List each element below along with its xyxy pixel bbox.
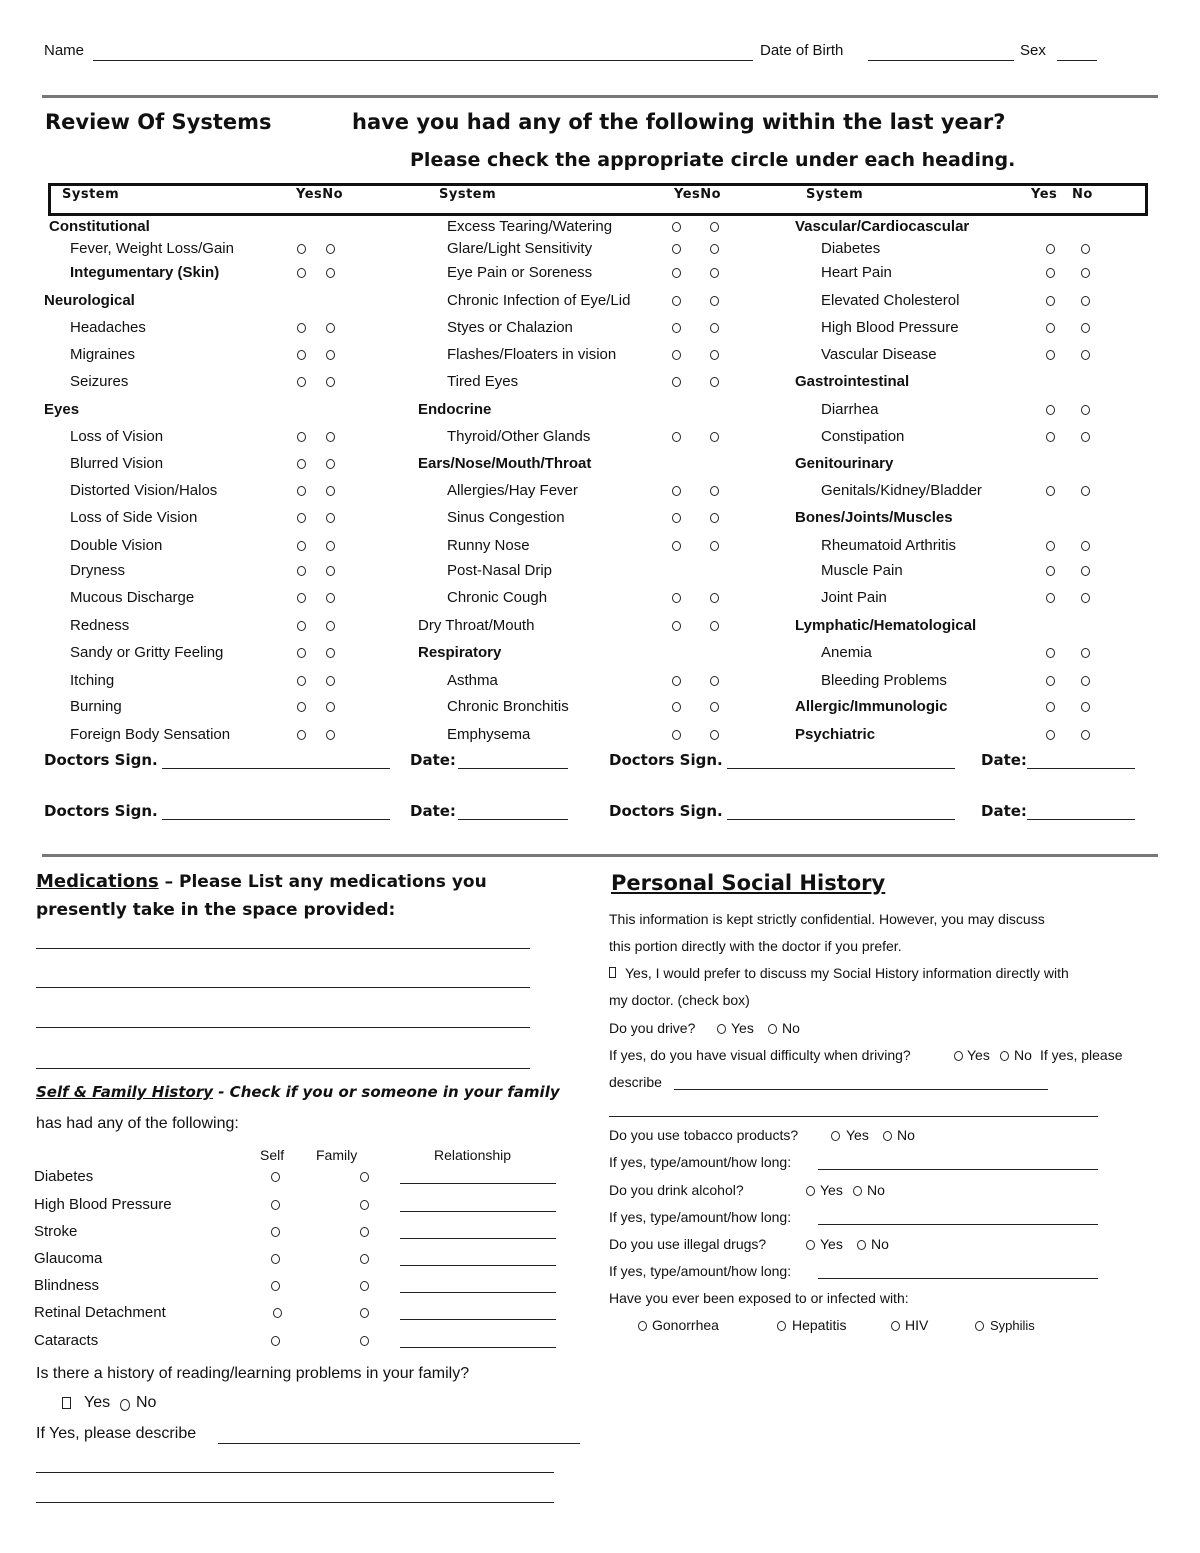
ros-title: Review Of Systems [45,110,272,134]
visual-no-label: No [1014,1047,1032,1063]
visual-yes-radio[interactable] [954,1051,963,1061]
ros-yes-radio[interactable] [1046,676,1055,686]
ros-item-label: Psychiatric [795,726,876,743]
family-history-instruction-2: has had any of the following: [36,1115,239,1132]
reading-describe-line-1[interactable] [218,1443,580,1444]
ros-yes-radio[interactable] [297,350,306,360]
syphilis-label: Syphilis [990,1318,1035,1333]
date-input-2[interactable] [1027,768,1135,769]
ros-yes-radio[interactable] [672,730,681,740]
ros-item-label: Thyroid/Other Glands [447,428,591,445]
col-family-header: Family [316,1147,358,1163]
ros-no-radio[interactable] [326,350,335,360]
medications-heading [36,871,487,892]
self-radio[interactable] [273,1308,282,1318]
tobacco-type-label: If yes, type/amount/how long: [609,1154,792,1170]
ros-item-label: Neurological [44,292,135,309]
relationship-input[interactable] [400,1211,556,1212]
col3-no-header: No [1072,187,1093,202]
date-label-4: Date: [981,802,1027,820]
ros-item-label: Mucous Discharge [70,589,195,606]
ros-yes-radio[interactable] [297,648,306,658]
doctor-sign-input-1[interactable] [162,768,390,769]
condition-label: High Blood Pressure [34,1196,172,1213]
ros-item-label: Bleeding Problems [821,672,947,689]
ros-yes-radio[interactable] [297,486,306,496]
family-radio[interactable] [360,1200,369,1210]
doctor-sign-label-2: Doctors Sign. [609,751,723,769]
ros-item-label: Heart Pain [821,264,892,281]
condition-label: Blindness [34,1277,100,1294]
ros-no-radio[interactable] [326,323,335,333]
ros-yes-radio[interactable] [1046,323,1055,333]
ros-item-label: Constitutional [49,218,150,235]
exposed-question: Have you ever been exposed to or infected with: [609,1290,909,1306]
relationship-input[interactable] [400,1265,556,1266]
ros-item-label: Bones/Joints/Muscles [795,509,953,526]
tobacco-yes-radio[interactable] [831,1131,840,1141]
ros-yes-radio[interactable] [297,593,306,603]
self-radio[interactable] [271,1172,280,1182]
ros-no-radio[interactable] [1081,593,1090,603]
doctor-sign-label-3: Doctors Sign. [44,802,158,820]
name-label: Name [44,42,85,59]
ros-no-radio[interactable] [710,593,719,603]
ros-header-box [48,183,1148,216]
ros-item-label: Blurred Vision [70,455,164,472]
ros-yes-radio[interactable] [297,621,306,631]
self-radio[interactable] [271,1336,280,1346]
tobacco-no-radio[interactable] [883,1131,892,1141]
visual-question: If yes, do you have visual difficulty when driving? [609,1047,911,1063]
ros-no-radio[interactable] [1081,323,1090,333]
ros-item-label: Eyes [44,401,80,418]
medication-line-1[interactable] [36,948,530,949]
ros-yes-radio[interactable] [672,486,681,496]
ros-item-label: Elevated Cholesterol [821,292,960,309]
ros-no-radio[interactable] [326,730,335,740]
ros-item-label: Chronic Bronchitis [447,698,569,715]
ros-yes-radio[interactable] [297,244,306,254]
ros-no-radio[interactable] [326,513,335,523]
visual-describe-line-2[interactable] [609,1116,1098,1117]
ros-yes-radio[interactable] [1046,244,1055,254]
tobacco-type-input[interactable] [818,1169,1098,1170]
ros-item-label: Rheumatoid Arthritis [821,537,957,554]
visual-describe-line-1[interactable] [674,1089,1048,1090]
ros-yes-radio[interactable] [672,541,681,551]
dob-label: Date of Birth [760,42,844,59]
ros-no-radio[interactable] [710,541,719,551]
date-label-2: Date: [981,751,1027,769]
family-radio[interactable] [360,1336,369,1346]
ros-item-label: Chronic Infection of Eye/Lid [447,292,631,309]
ros-no-radio[interactable] [326,621,335,631]
col3-system-header: System [806,187,864,202]
condition-label: Cataracts [34,1332,99,1349]
ros-yes-radio[interactable] [297,702,306,712]
drive-question: Do you drive? [609,1020,696,1036]
ros-no-radio[interactable] [326,268,335,278]
date-label-3: Date: [410,802,456,820]
medication-line-4[interactable] [36,1068,530,1069]
ros-yes-radio[interactable] [1046,350,1055,360]
ros-yes-radio[interactable] [1046,486,1055,496]
ros-yes-radio[interactable] [1046,566,1055,576]
col1-system-header: System [62,187,120,202]
dob-input[interactable] [868,60,1014,61]
reading-describe-label: If Yes, please describe [36,1425,197,1442]
ros-no-radio[interactable] [326,486,335,496]
reading-no-radio[interactable] [120,1399,130,1411]
prefer-doctor-checkbox[interactable] [609,967,616,978]
hiv-label: HIV [905,1317,929,1333]
ros-item-label: Loss of Side Vision [70,509,198,526]
ros-no-radio[interactable] [1081,566,1090,576]
ros-item-label: Styes or Chalazion [447,319,573,336]
drugs-no-radio[interactable] [857,1240,866,1250]
ros-no-radio[interactable] [710,222,719,232]
ros-item-label: Joint Pain [821,589,887,606]
ros-yes-radio[interactable] [1046,432,1055,442]
ros-no-radio[interactable] [1081,730,1090,740]
ros-yes-radio[interactable] [672,350,681,360]
ros-no-radio[interactable] [710,350,719,360]
ros-item-label: Chronic Cough [447,589,548,606]
ros-yes-radio[interactable] [672,621,681,631]
ros-yes-radio[interactable] [672,244,681,254]
ros-item-label: Allergic/Immunologic [795,698,948,715]
ros-yes-radio[interactable] [672,377,681,387]
ros-yes-radio[interactable] [672,702,681,712]
ros-no-radio[interactable] [710,486,719,496]
ros-no-radio[interactable] [326,593,335,603]
ros-yes-radio[interactable] [1046,730,1055,740]
ros-no-radio[interactable] [710,323,719,333]
middle-divider [42,854,1158,857]
relationship-input[interactable] [400,1347,556,1348]
ros-yes-radio[interactable] [1046,268,1055,278]
ros-item-label: Post-Nasal Drip [447,562,553,579]
prefer-doctor-label-1: Yes, I would prefer to discuss my Social History information directly with [625,965,1069,981]
sex-input[interactable] [1057,60,1097,61]
family-history-instruction-1: - Check if you or someone in your family [213,1083,560,1101]
condition-label: Retinal Detachment [34,1304,166,1321]
family-history-title: Self & Family History [36,1083,214,1101]
medications-title: Medications [36,871,159,892]
ros-item-label: Double Vision [70,537,163,554]
drive-yes-radio[interactable] [717,1024,726,1034]
ros-no-radio[interactable] [326,541,335,551]
ros-yes-radio[interactable] [1046,541,1055,551]
ros-item-label: Muscle Pain [821,562,903,579]
reading-question: Is there a history of reading/learning problems in your family? [36,1365,470,1382]
drugs-question: Do you use illegal drugs? [609,1236,767,1252]
ros-item-label: Genitals/Kidney/Bladder [821,482,982,499]
ros-item-label: Genitourinary [795,455,894,472]
medications-instruction-1: – Please List any medications you [158,872,487,892]
alcohol-type-input[interactable] [818,1224,1098,1225]
ros-yes-radio[interactable] [297,323,306,333]
tobacco-question: Do you use tobacco products? [609,1127,799,1143]
self-radio[interactable] [271,1200,280,1210]
ros-no-radio[interactable] [1081,296,1090,306]
ros-no-radio[interactable] [710,621,719,631]
reading-describe-line-3[interactable] [36,1502,554,1503]
family-radio[interactable] [360,1308,369,1318]
self-radio[interactable] [271,1281,280,1291]
family-radio[interactable] [360,1281,369,1291]
ros-item-label: Migraines [70,346,136,363]
ros-no-radio[interactable] [326,244,335,254]
ros-no-radio[interactable] [710,676,719,686]
doctor-sign-input-3[interactable] [162,819,390,820]
ros-yes-radio[interactable] [297,432,306,442]
ros-no-radio[interactable] [326,702,335,712]
ros-item-label: Flashes/Floaters in vision [447,346,617,363]
ros-item-label: Runny Nose [447,537,530,554]
ros-no-radio[interactable] [326,648,335,658]
alcohol-question: Do you drink alcohol? [609,1182,744,1198]
ros-item-label: Loss of Vision [70,428,164,445]
ros-no-radio[interactable] [710,702,719,712]
ros-no-radio[interactable] [1081,676,1090,686]
ros-no-radio[interactable] [710,432,719,442]
drive-no-label: No [782,1020,800,1036]
family-radio[interactable] [360,1254,369,1264]
ros-item-label: Redness [70,617,130,634]
ros-item-label: Diarrhea [821,401,879,418]
ros-yes-radio[interactable] [672,268,681,278]
social-history-title: Personal Social History [611,871,886,895]
ros-yes-radio[interactable] [297,676,306,686]
ros-no-radio[interactable] [710,244,719,254]
ros-item-label: Emphysema [447,726,531,743]
ros-item-label: Glare/Light Sensitivity [447,240,593,257]
ros-yes-radio[interactable] [672,676,681,686]
tobacco-yes-label: Yes [846,1127,869,1143]
ros-no-radio[interactable] [1081,405,1090,415]
doctor-sign-label-1: Doctors Sign. [44,751,158,769]
date-input-3[interactable] [458,819,568,820]
ros-yes-radio[interactable] [297,268,306,278]
visual-yes-label: Yes [967,1047,990,1063]
reading-describe-line-2[interactable] [36,1472,554,1473]
drugs-yes-radio[interactable] [806,1240,815,1250]
ros-no-radio[interactable] [326,566,335,576]
ros-yes-radio[interactable] [672,593,681,603]
syphilis-radio[interactable] [975,1321,984,1331]
alcohol-no-radio[interactable] [853,1186,862,1196]
col2-yesno-header: YesNo [674,187,722,202]
drugs-yes-label: Yes [820,1236,843,1252]
ros-no-radio[interactable] [1081,648,1090,658]
reading-yes-checkbox[interactable] [62,1397,71,1409]
ros-no-radio[interactable] [326,459,335,469]
social-intro-1: This information is kept strictly confidential. However, you may discuss [609,911,1045,927]
ros-yes-radio[interactable] [672,296,681,306]
ros-instruction: Please check the appropriate circle under each heading. [410,149,1016,171]
ros-yes-radio[interactable] [1046,702,1055,712]
ros-item-label: High Blood Pressure [821,319,959,336]
top-divider [42,95,1158,98]
drugs-no-label: No [871,1236,889,1252]
ros-item-label: Vascular/Cardiocascular [795,218,970,235]
ros-no-radio[interactable] [326,377,335,387]
ros-no-radio[interactable] [326,432,335,442]
hepatitis-label: Hepatitis [792,1317,847,1333]
ros-yes-radio[interactable] [297,566,306,576]
medication-line-3[interactable] [36,1027,530,1028]
alcohol-yes-label: Yes [820,1182,843,1198]
alcohol-type-label: If yes, type/amount/how long: [609,1209,792,1225]
ros-item-label: Dry Throat/Mouth [418,617,535,634]
drive-no-radio[interactable] [768,1024,777,1034]
ros-no-radio[interactable] [710,377,719,387]
ros-item-label: Vascular Disease [821,346,937,363]
condition-label: Stroke [34,1223,78,1240]
reading-yes-label: Yes [84,1394,111,1411]
ros-item-label: Dryness [70,562,126,579]
ros-no-radio[interactable] [1081,350,1090,360]
name-input[interactable] [93,60,753,61]
col2-system-header: System [439,187,497,202]
family-radio[interactable] [360,1227,369,1237]
ros-item-label: Burning [70,698,122,715]
relationship-input[interactable] [400,1292,556,1293]
relationship-input[interactable] [400,1319,556,1320]
ros-item-label: Foreign Body Sensation [70,726,231,743]
tobacco-no-label: No [897,1127,915,1143]
ros-no-radio[interactable] [1081,432,1090,442]
ros-item-label: Gastrointestinal [795,373,910,390]
ros-item-label: Itching [70,672,115,689]
gonorrhea-label: Gonorrhea [652,1317,719,1333]
ros-no-radio[interactable] [1081,268,1090,278]
ros-no-radio[interactable] [1081,486,1090,496]
ros-item-label: Sandy or Gritty Feeling [70,644,224,661]
ros-item-label: Integumentary (Skin) [70,264,220,281]
gonorrhea-radio[interactable] [638,1321,647,1331]
ros-no-radio[interactable] [326,676,335,686]
ros-item-label: Anemia [821,644,872,661]
ros-yes-radio[interactable] [672,513,681,523]
self-radio[interactable] [271,1227,280,1237]
doctor-sign-input-2[interactable] [727,768,955,769]
ros-item-label: Asthma [447,672,498,689]
hiv-radio[interactable] [891,1321,900,1331]
date-input-4[interactable] [1027,819,1135,820]
ros-item-label: Fever, Weight Loss/Gain [70,240,234,257]
ros-item-label: Tired Eyes [447,373,519,390]
condition-label: Diabetes [34,1168,94,1185]
date-input-1[interactable] [458,768,568,769]
prefer-doctor-label-2: my doctor. (check box) [609,992,750,1008]
condition-label: Glaucoma [34,1250,103,1267]
family-history-heading [36,1083,560,1101]
ros-no-radio[interactable] [710,730,719,740]
ros-item-label: Diabetes [821,240,881,257]
ros-yes-radio[interactable] [1046,648,1055,658]
ros-item-label: Excess Tearing/Watering [447,218,613,235]
ros-no-radio[interactable] [710,268,719,278]
visual-followup-label: If yes, please [1040,1047,1123,1063]
ros-yes-radio[interactable] [297,541,306,551]
hepatitis-radio[interactable] [777,1321,786,1331]
ros-yes-radio[interactable] [672,222,681,232]
visual-no-radio[interactable] [1000,1051,1009,1061]
ros-question: have you had any of the following within the last year? [352,110,1006,134]
relationship-input[interactable] [400,1238,556,1239]
drugs-type-input[interactable] [818,1278,1098,1279]
ros-item-label: Headaches [70,319,146,336]
ros-yes-radio[interactable] [1046,593,1055,603]
ros-yes-radio[interactable] [297,459,306,469]
reading-no-label: No [136,1394,157,1411]
drugs-type-label: If yes, type/amount/how long: [609,1263,792,1279]
ros-item-label: Endocrine [418,401,492,418]
family-radio[interactable] [360,1172,369,1182]
alcohol-no-label: No [867,1182,885,1198]
ros-item-label: Constipation [821,428,905,445]
ros-item-label: Distorted Vision/Halos [70,482,218,499]
drive-yes-label: Yes [731,1020,754,1036]
ros-item-label: Seizures [70,373,129,390]
ros-item-label: Allergies/Hay Fever [447,482,578,499]
ros-item-label: Ears/Nose/Mouth/Throat [418,455,592,472]
date-label-1: Date: [410,751,456,769]
ros-yes-radio[interactable] [1046,296,1055,306]
ros-no-radio[interactable] [1081,541,1090,551]
ros-yes-radio[interactable] [1046,405,1055,415]
ros-no-radio[interactable] [710,513,719,523]
doctor-sign-label-4: Doctors Sign. [609,802,723,820]
col1-yesno-header: YesNo [296,187,344,202]
ros-yes-radio[interactable] [297,377,306,387]
ros-yes-radio[interactable] [672,432,681,442]
ros-no-radio[interactable] [710,296,719,306]
ros-item-label: Lymphatic/Hematological [795,617,977,634]
ros-no-radio[interactable] [1081,244,1090,254]
medications-instruction-2: presently take in the space provided: [36,900,396,920]
ros-yes-radio[interactable] [297,730,306,740]
col3-yes-header: Yes [1031,187,1058,202]
visual-describe-label: describe [609,1074,662,1090]
alcohol-yes-radio[interactable] [806,1186,815,1196]
ros-item-label: Eye Pain or Soreness [447,264,593,281]
ros-item-label: Sinus Congestion [447,509,565,526]
sex-label: Sex [1020,42,1046,59]
ros-yes-radio[interactable] [297,513,306,523]
col-self-header: Self [260,1147,285,1163]
ros-no-radio[interactable] [1081,702,1090,712]
relationship-input[interactable] [400,1183,556,1184]
medication-line-2[interactable] [36,987,530,988]
social-intro-2: this portion directly with the doctor if you prefer. [609,938,902,954]
doctor-sign-input-4[interactable] [727,819,955,820]
self-radio[interactable] [271,1254,280,1264]
ros-yes-radio[interactable] [672,323,681,333]
col-relationship-header: Relationship [434,1147,512,1163]
ros-item-label: Respiratory [418,644,502,661]
